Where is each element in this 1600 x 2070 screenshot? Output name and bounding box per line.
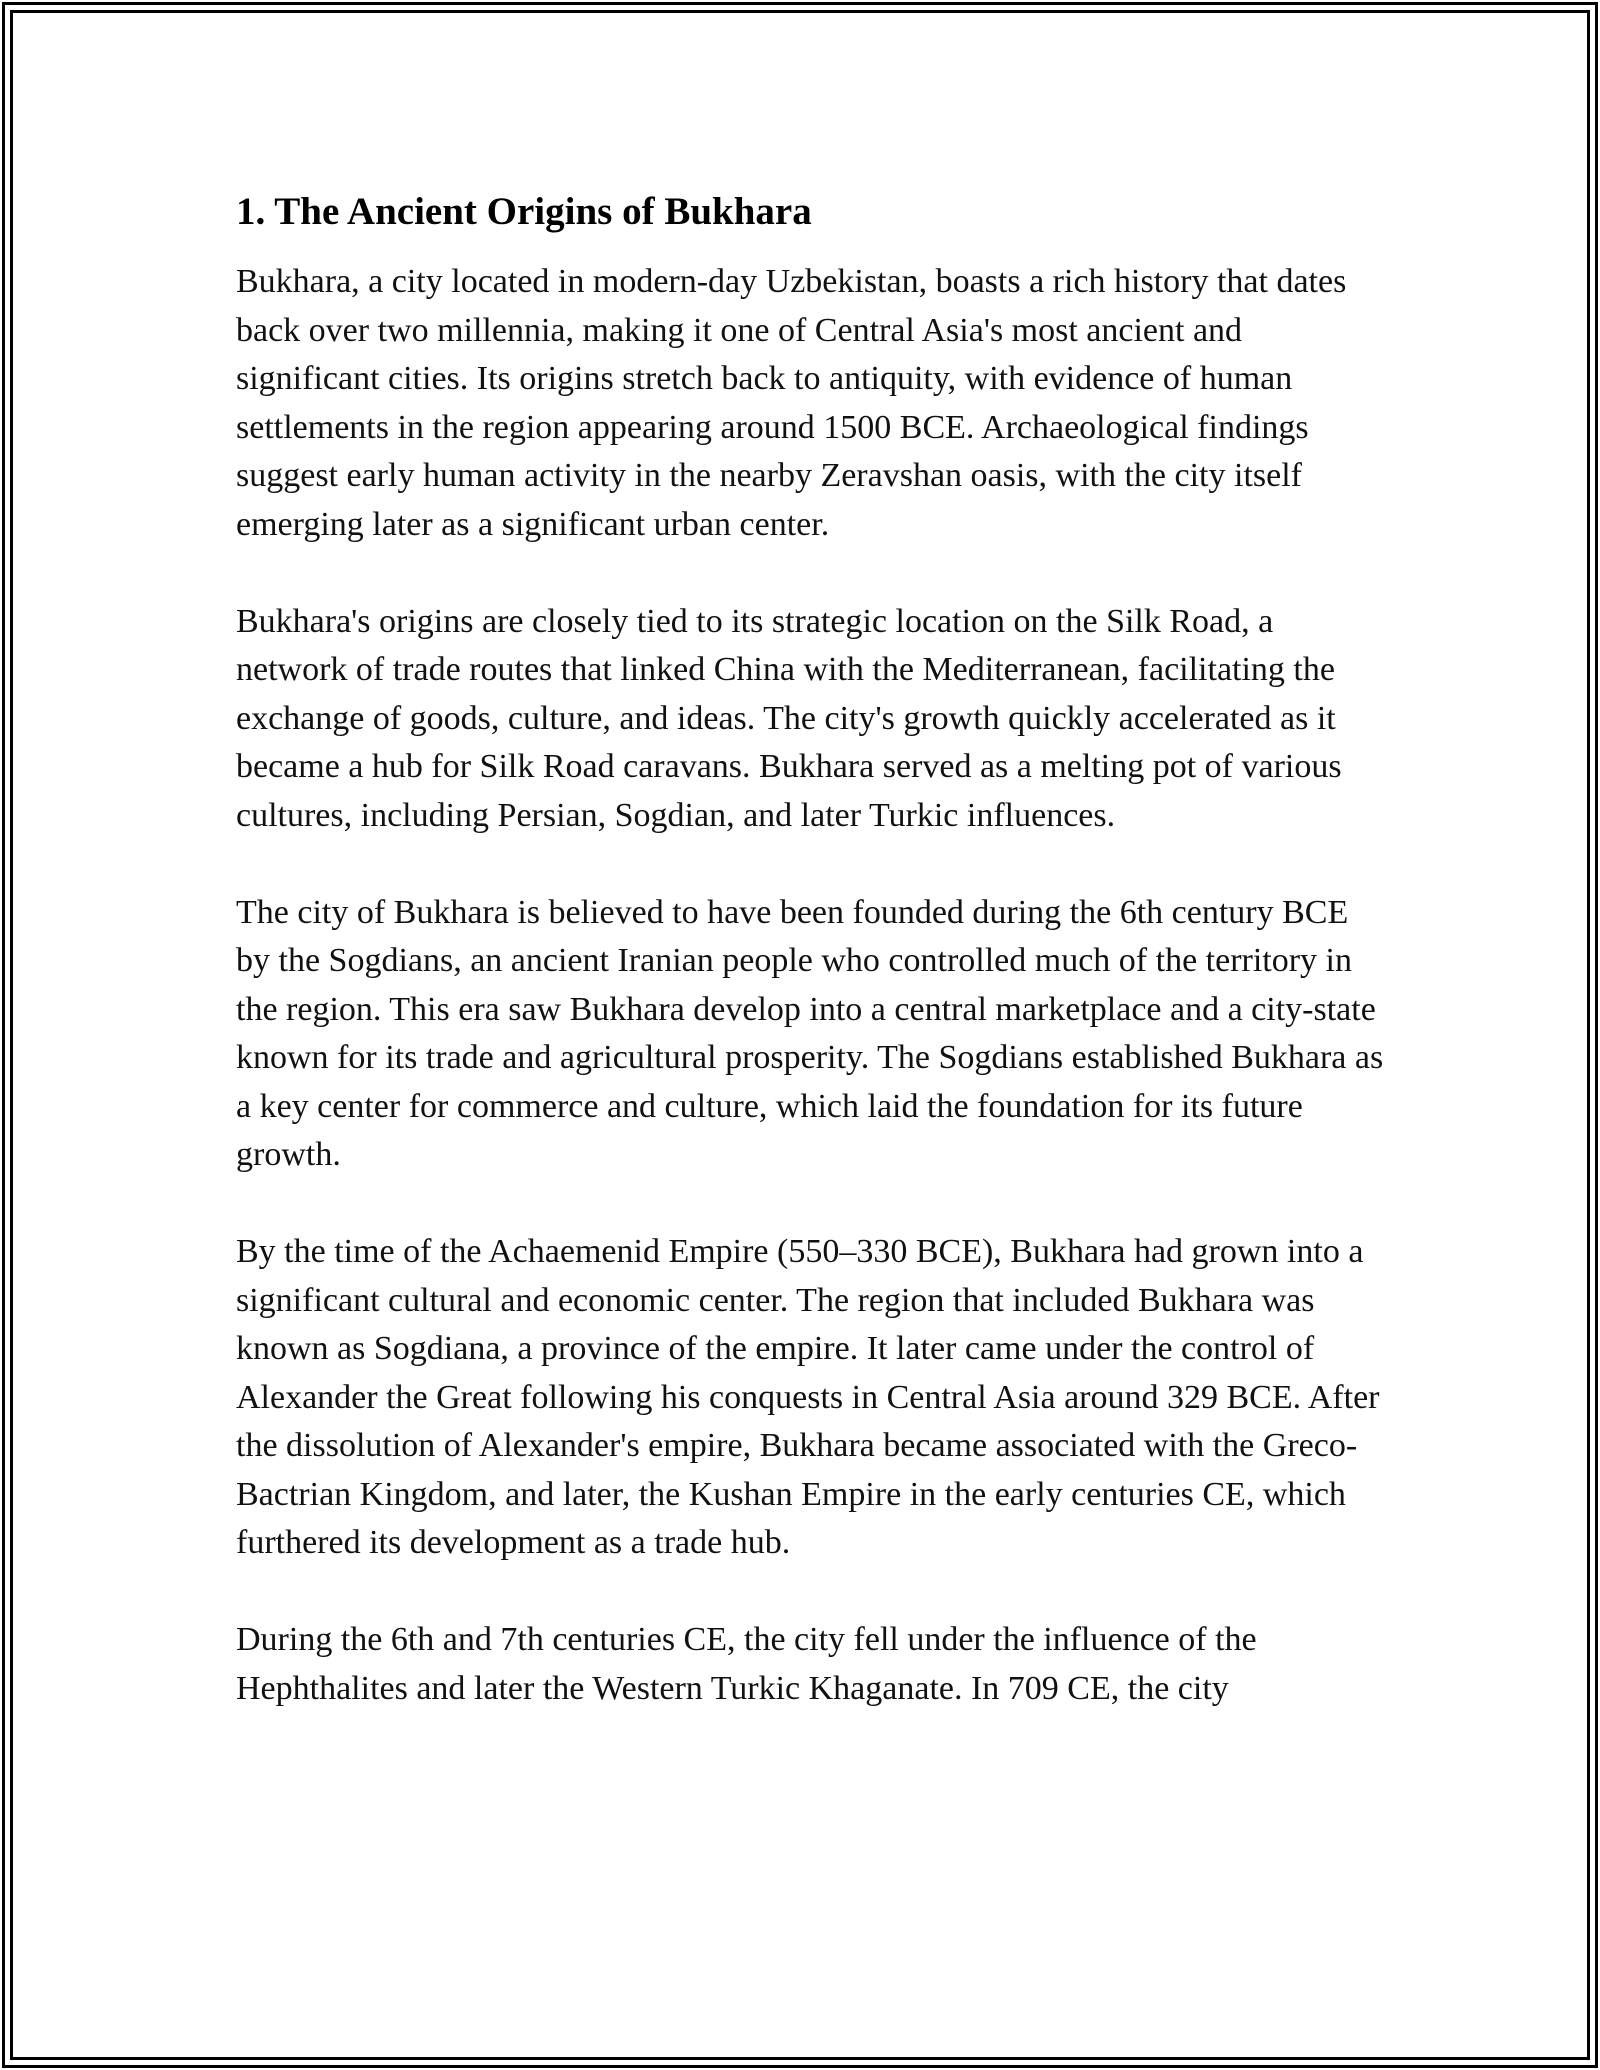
paragraph-5: During the 6th and 7th centuries CE, the city fell under the influence of the Hephthalites and later the Western Turkic Khaganate. In 709 CE, the city: [236, 1621, 1257, 1707]
paragraph-3: The city of Bukhara is believed to have been founded during the 6th century BCE by the Sogdians, an ancient Iranian people who controlled much of the territory in the region. This era saw Bukhara develop into a central marketplace and a city-state known for its trade and agricultural prosperity. The Sogdians established Bukhara as a key center for commerce and culture, which laid the foundation for its future growth.: [236, 893, 1384, 1173]
paragraph-1: Bukhara, a city located in modern-day Uzbekistan, boasts a rich history that dates back over two millennia, making it one of Central Asia's most ancient and significant cities. Its origins stretch back to antiquity, with evidence of human settlements in the region appearing around 1500 BCE. Archaeological findings suggest early human activity in the nearby Zeravshan oasis, with the city itself emerging later as a significant urban center.: [236, 263, 1347, 543]
document-body: [236, 180, 1386, 1713]
section-heading: 1. The Ancient Origins of Bukhara: [236, 190, 812, 233]
paragraph-4: By the time of the Achaemenid Empire (550–330 BCE), Bukhara had grown into a significant cultural and economic center. The region that included Bukhara was known as Sogdiana, a province of the empire. It later came under the control of Alexander the Great following his conquests in Central Asia around 329 BCE. After the dissolution of Alexander's empire, Bukhara became associated with the Greco-Bactrian Kingdom, and later, the Kushan Empire in the early centuries CE, which furthered its development as a trade hub.: [236, 1233, 1380, 1561]
paragraph-2: Bukhara's origins are closely tied to its strategic location on the Silk Road, a network of trade routes that linked China with the Mediterranean, facilitating the exchange of goods, culture, and ideas. The city's growth quickly accelerated as it became a hub for Silk Road caravans. Bukhara served as a melting pot of various cultures, including Persian, Sogdian, and later Turkic influences.: [236, 602, 1342, 834]
